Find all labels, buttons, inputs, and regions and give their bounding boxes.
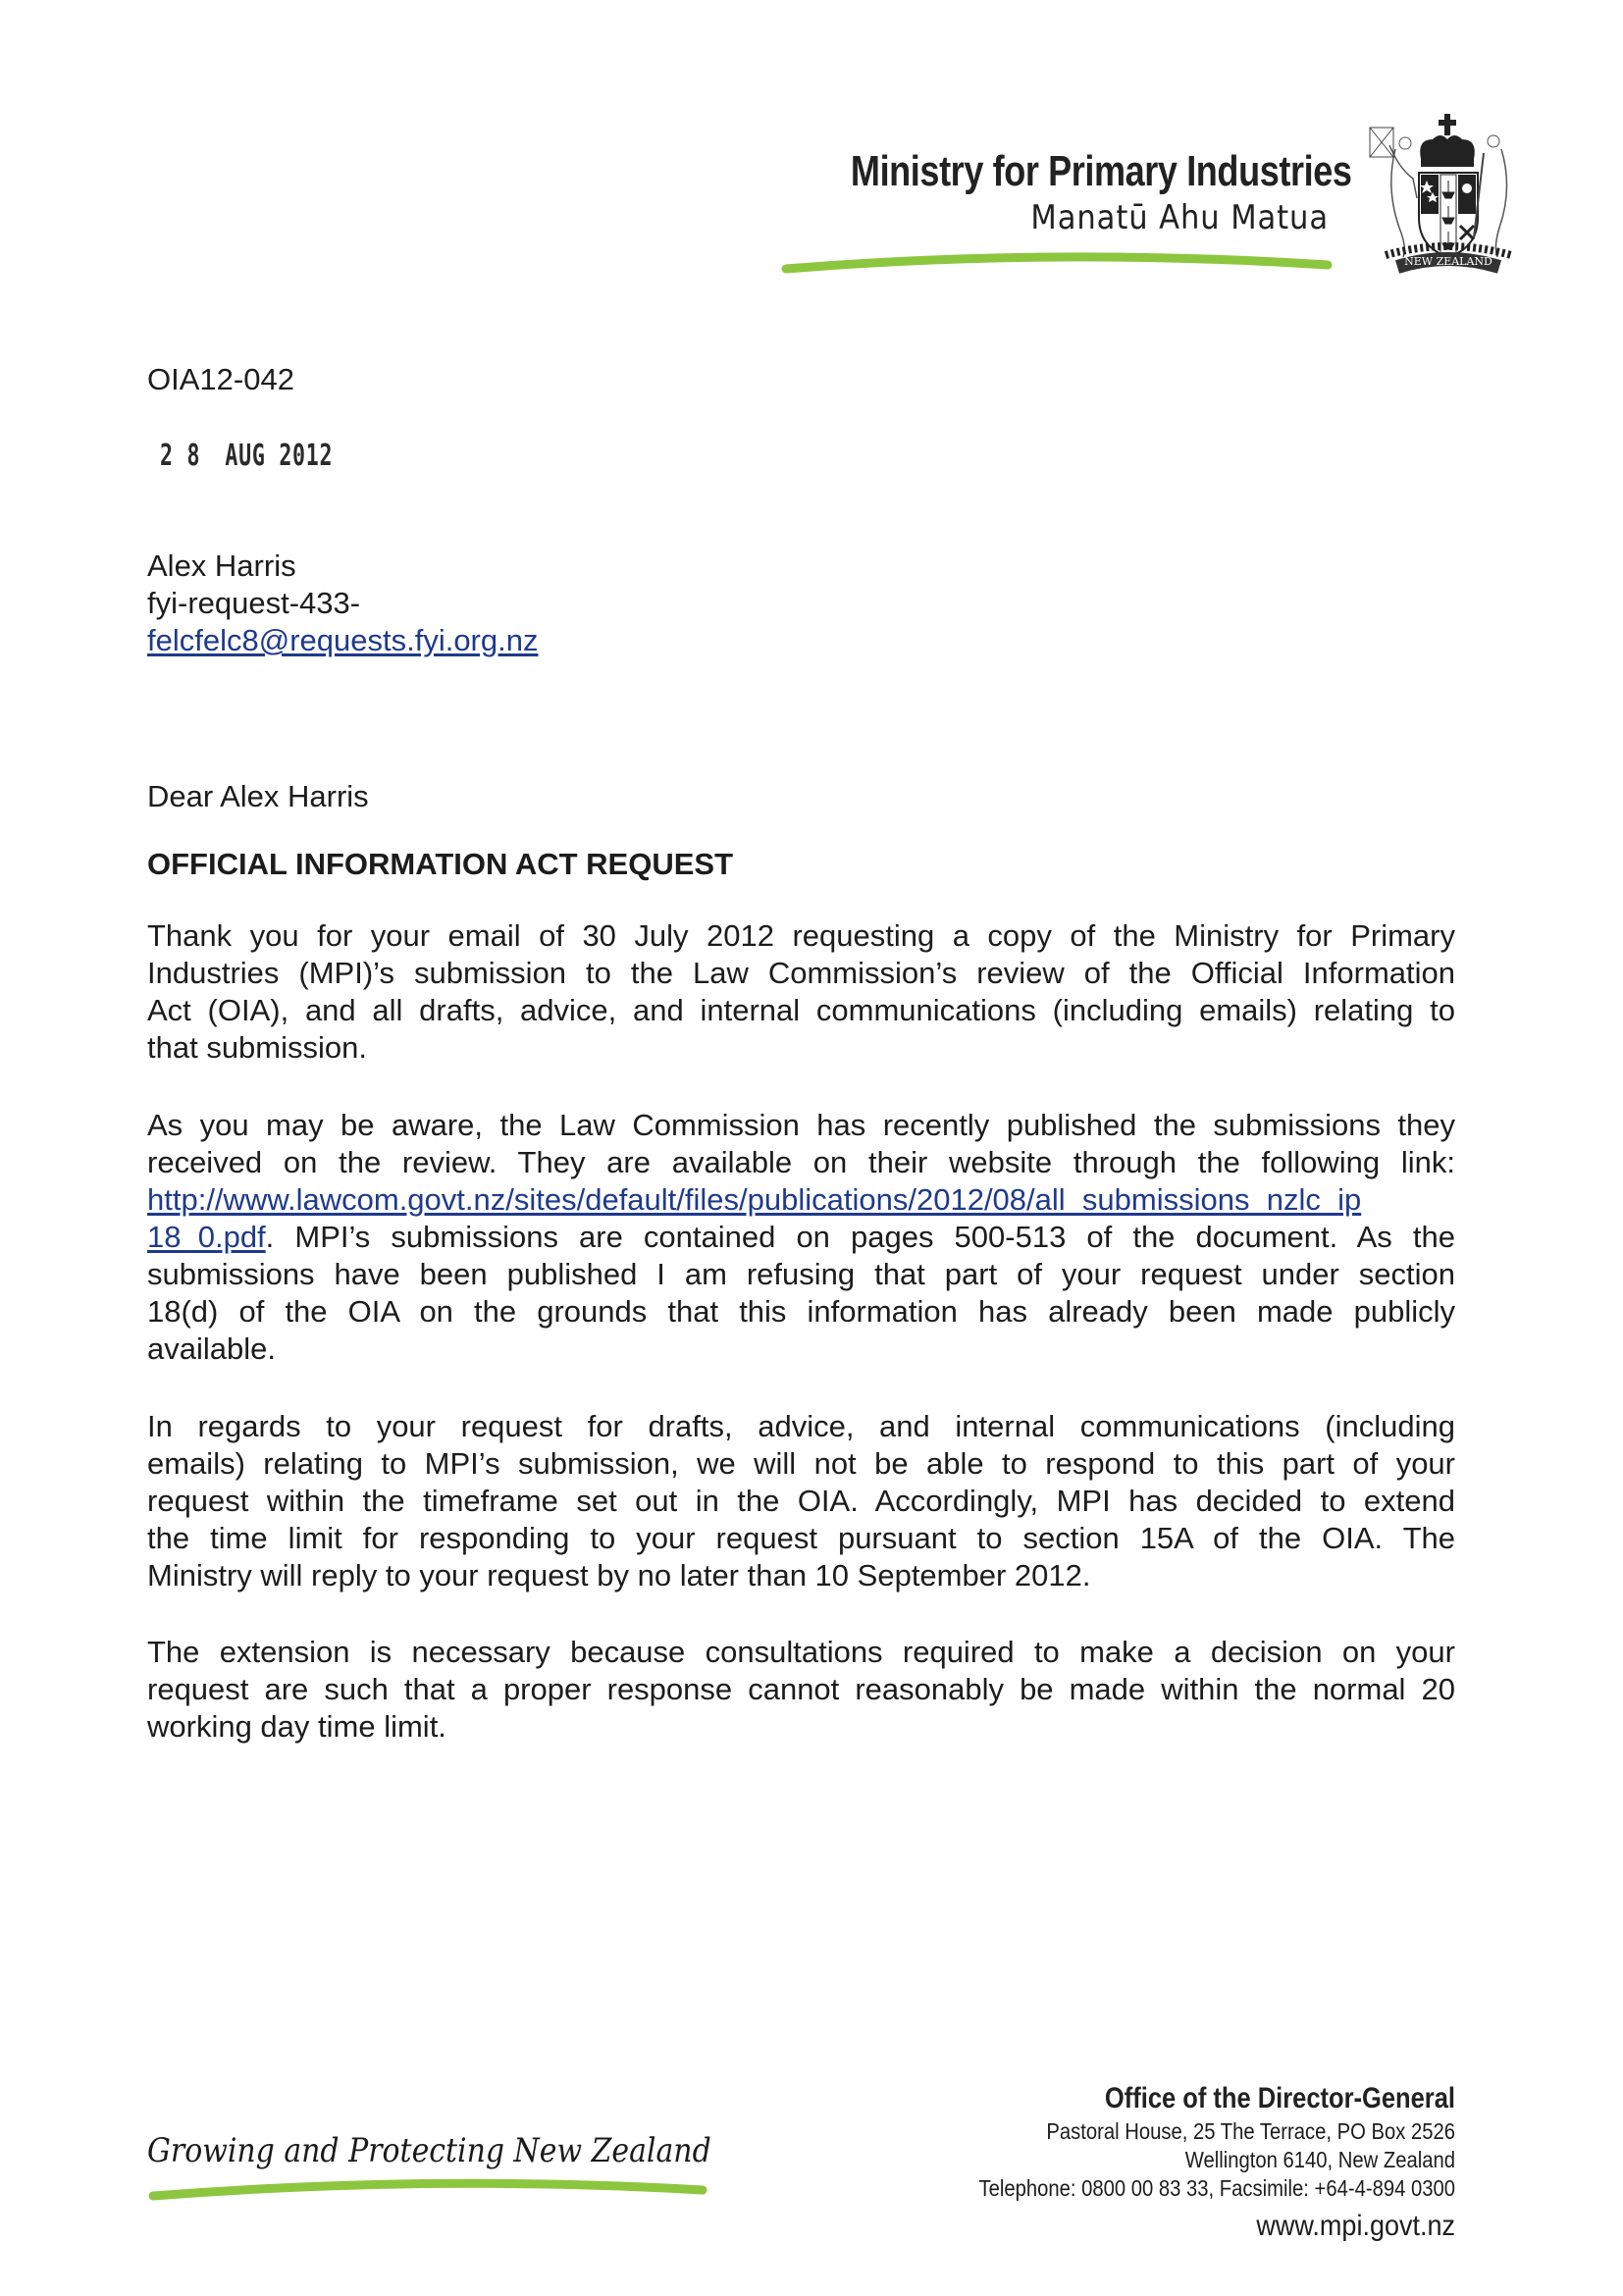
paragraph-text: . MPI’s submissions are contained on pages 500-513 of the document. As the [265, 1220, 1455, 1254]
paragraph-line: received on the review. They are available on their website through the following link: [147, 1145, 1455, 1179]
date-stamp [160, 438, 333, 475]
paragraph-line: Act (OIA), and all drafts, advice, and internal communications (including emails) relating to [147, 993, 1455, 1027]
paragraph-line: submissions have been published I am refusing that part of your request under section [147, 1257, 1455, 1291]
address-line: Pastoral House, 25 The Terrace, PO Box 2526 [1046, 2118, 1455, 2144]
paragraph-line: that submission. [147, 1030, 367, 1065]
recipient-name: Alex Harris [147, 548, 296, 583]
paragraph-line: Thank you for your email of 30 July 2012 requesting a copy of the Ministry for Primary [147, 918, 1455, 953]
organization-maori-name: Manatū Ahu Matua [1030, 198, 1329, 237]
date-stamp-month: AUG [225, 439, 266, 473]
paragraph-line: available. [147, 1331, 276, 1366]
organization-name: Ministry for Primary Industries [850, 147, 1352, 195]
reference-number: OIA12-042 [147, 362, 294, 396]
recipient-email-line-1: fyi-request-433- [147, 586, 361, 620]
green-swoosh-icon [780, 243, 1335, 277]
green-swoosh-icon [147, 2172, 711, 2204]
salutation: Dear Alex Harris [147, 779, 369, 813]
paragraph-line: In regards to your request for drafts, advice, and internal communications (including [147, 1409, 1455, 1443]
contact-line: Telephone: 0800 00 83 33, Facsimile: +64-4-894 0300 [978, 2175, 1455, 2201]
paragraph-2 [147, 1107, 1455, 1368]
paragraph-line: The extension is necessary because consultations required to make a decision on your [147, 1635, 1455, 1669]
paragraph-line: working day time limit. [147, 1709, 446, 1744]
paragraph-line: request within the timeframe set out in the OIA. Accordingly, MPI has decided to extend [147, 1484, 1455, 1518]
subject-heading: OFFICIAL INFORMATION ACT REQUEST [147, 847, 734, 881]
law-commission-link-part-2[interactable]: 18_0.pdf [147, 1220, 266, 1254]
paragraph-link-line [147, 1181, 1455, 1219]
address-line: Wellington 6140, New Zealand [1184, 2147, 1455, 2172]
paragraph-line: As you may be aware, the Law Commission has recently published the submissions they [147, 1108, 1455, 1142]
law-commission-link-part-1[interactable]: http://www.lawcom.govt.nz/sites/default/files/publications/2012/08/all_submissions_nzlc_ip [147, 1182, 1362, 1217]
paragraph-3 [147, 1408, 1455, 1594]
paragraph-line: emails) relating to MPI’s submission, we will not be able to respond to this part of your [147, 1446, 1455, 1481]
website-link[interactable]: www.mpi.govt.nz [1256, 2210, 1455, 2242]
date-stamp-day-1: 2 [160, 439, 174, 473]
recipient-address [147, 548, 538, 659]
paragraph-1 [147, 917, 1455, 1067]
paragraph-line [147, 1219, 1455, 1256]
paragraph-line: Ministry will reply to your request by no later than 10 September 2012. [147, 1558, 1091, 1592]
paragraph-4 [147, 1634, 1455, 1746]
recipient-email-link[interactable]: felcfelc8@requests.fyi.org.nz [147, 623, 539, 657]
footer-office-block [883, 2080, 1455, 2246]
paragraph-line: request are such that a proper response cannot reasonably be made within the normal 20 [147, 1672, 1455, 1706]
coat-of-arms-icon [1356, 110, 1541, 287]
svg-text:NEW ZEALAND: NEW ZEALAND [1404, 255, 1492, 268]
date-stamp-year: 2012 [279, 439, 334, 473]
date-stamp-day-2: 8 [186, 439, 201, 473]
office-title: Office of the Director-General [1104, 2082, 1455, 2114]
footer-slogan: Growing and Protecting New Zealand [147, 2131, 711, 2170]
paragraph-line: 18(d) of the OIA on the grounds that this information has already been made publicly [147, 1294, 1455, 1329]
paragraph-line: Industries (MPI)’s submission to the Law Commission’s review of the Official Information [147, 956, 1455, 990]
paragraph-line: the time limit for responding to your request pursuant to section 15A of the OIA. The [147, 1521, 1455, 1555]
